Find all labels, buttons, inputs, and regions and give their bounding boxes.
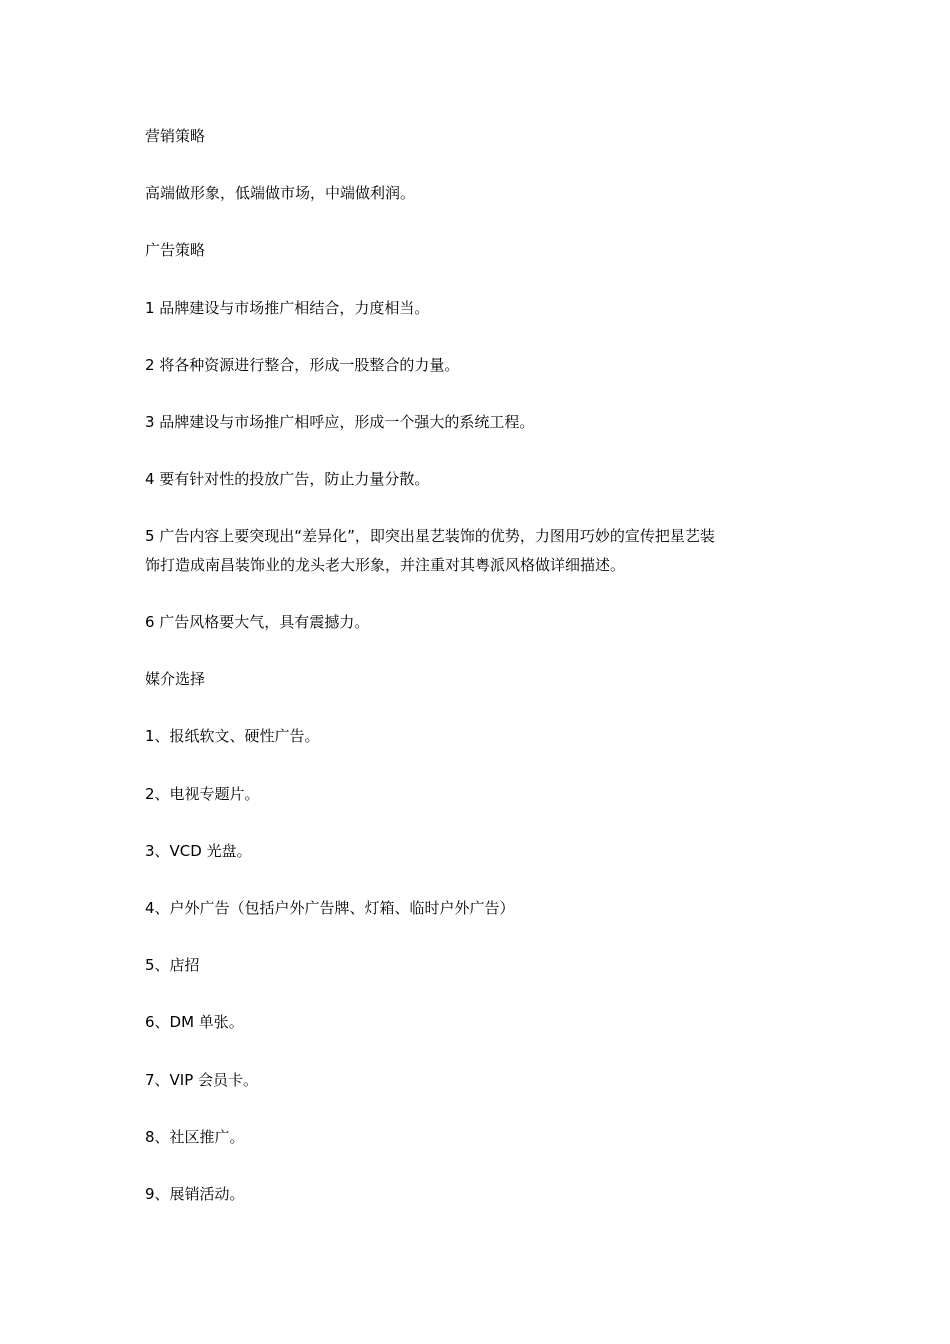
section-heading-ad-strategy: 广告策略: [145, 241, 206, 260]
media-item-3: 3、VCD 光盘。: [145, 841, 252, 860]
media-item-5: 5、店招: [145, 956, 200, 975]
section-heading-marketing-strategy: 营销策略: [145, 127, 206, 145]
ad-strategy-item-1: 1 品牌建设与市场推广相结合，力度相当。: [145, 298, 430, 317]
media-item-1: 1、报纸软文、硬性广告。: [145, 727, 320, 746]
media-item-4: 4、户外广告（包括户外广告牌、灯箱、临时户外广告）: [145, 899, 515, 918]
ad-strategy-item-5-line-2: 饰打造成南昌装饰业的龙头老大形象，并注重对其粤派风格做详细描述。: [145, 555, 626, 574]
media-item-9: 9、展销活动。: [145, 1184, 245, 1203]
section-heading-media-selection: 媒介选择: [145, 670, 206, 689]
document-body: [145, 122, 810, 1237]
media-item-7: 7、VIP 会员卡。: [145, 1070, 259, 1089]
ad-strategy-item-4: 4 要有针对性的投放广告，防止力量分散。: [145, 470, 430, 489]
ad-strategy-item-2: 2 将各种资源进行整合，形成一股整合的力量。: [145, 355, 460, 374]
marketing-strategy-text: 高端做形象，低端做市场，中端做利润。: [145, 184, 416, 203]
ad-strategy-item-6: 6 广告风格要大气，具有震撼力。: [145, 613, 370, 632]
media-item-8: 8、社区推广。: [145, 1127, 245, 1146]
media-item-2: 2、电视专题片。: [145, 784, 260, 803]
media-item-6: 6、DM 单张。: [145, 1013, 244, 1032]
ad-strategy-item-3: 3 品牌建设与市场推广相呼应，形成一个强大的系统工程。: [145, 412, 535, 431]
ad-strategy-item-5-line-1: 5 广告内容上要突现出“差异化”，即突出星艺装饰的优势，力图用巧妙的宣传把星艺装: [145, 527, 715, 546]
ad-strategy-item-5: [145, 522, 810, 579]
